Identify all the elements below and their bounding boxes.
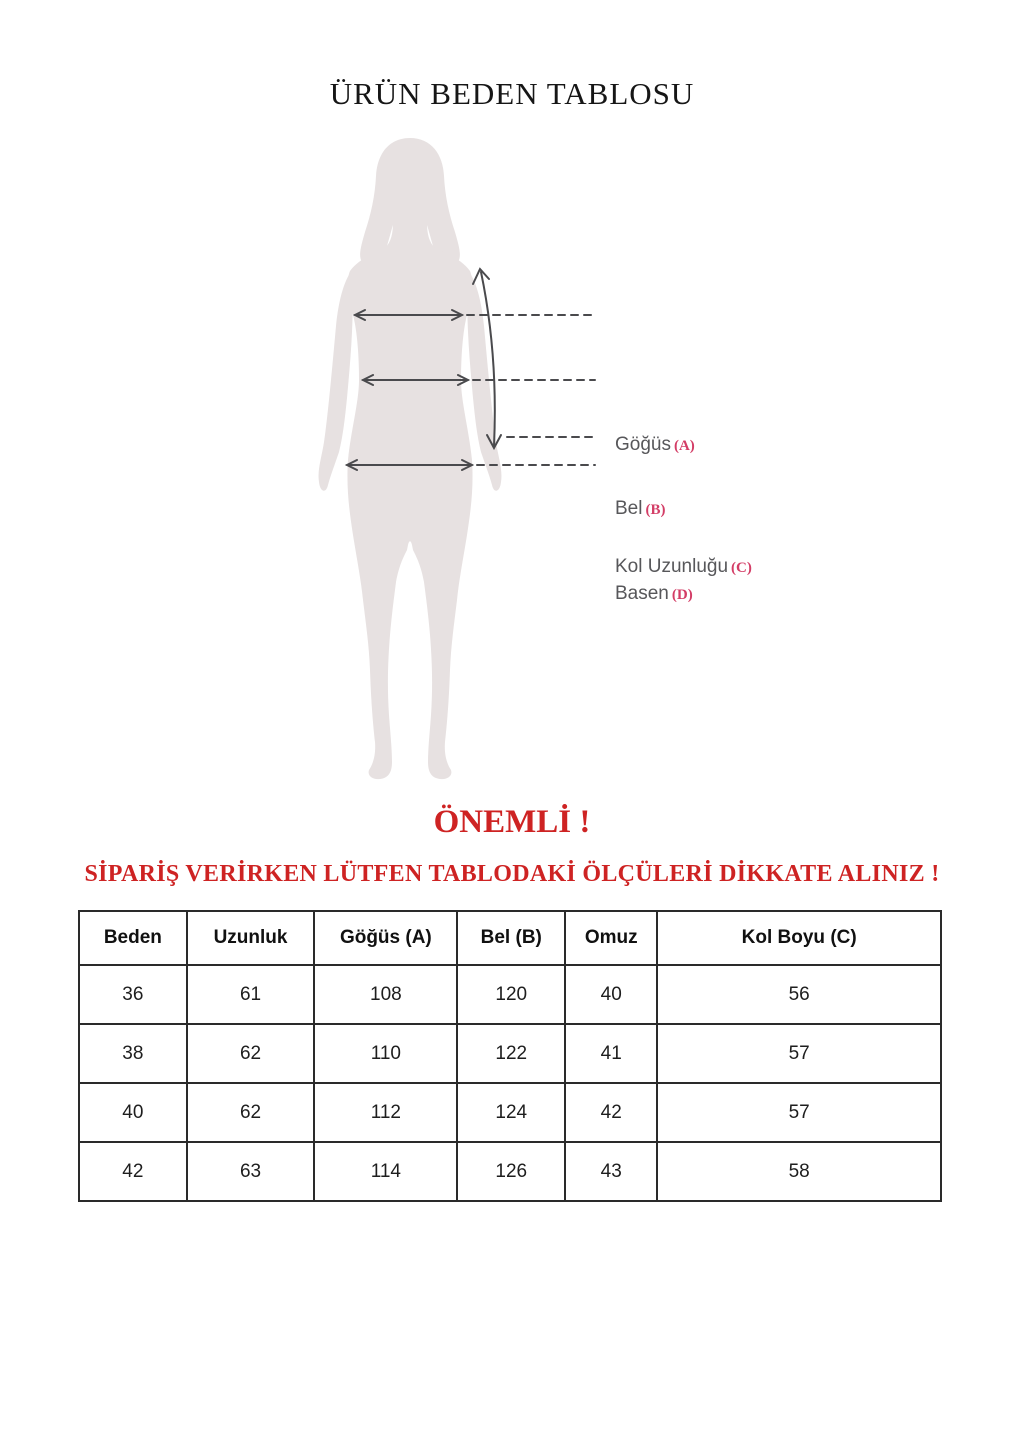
label-waist-code: (B): [645, 502, 666, 518]
cell: 108: [314, 965, 457, 1024]
cell: 61: [187, 965, 315, 1024]
cell: 112: [314, 1083, 457, 1142]
label-hip: [615, 583, 693, 606]
cell: 40: [79, 1083, 187, 1142]
silhouette-right-arm: [467, 273, 501, 491]
label-waist-text: Bel: [615, 498, 643, 519]
cell: 41: [565, 1024, 657, 1083]
cell: 56: [657, 965, 941, 1024]
important-heading: ÖNEMLİ !: [433, 804, 591, 840]
cell: 124: [457, 1083, 565, 1142]
label-hip-code: (D): [671, 587, 693, 603]
cell: 63: [187, 1142, 315, 1201]
cell: 62: [187, 1024, 315, 1083]
label-arm-length-code: (C): [731, 560, 752, 576]
cell: 120: [457, 965, 565, 1024]
silhouette-body: [347, 222, 472, 779]
body-silhouette: [319, 138, 502, 779]
cell: 58: [657, 1142, 941, 1201]
label-arm-length: [615, 556, 752, 579]
cell: 110: [314, 1024, 457, 1083]
table-row: [79, 965, 941, 1024]
cell: 62: [187, 1083, 315, 1142]
col-header-bel: Bel (B): [457, 911, 565, 965]
body-silhouette-figure: [295, 130, 610, 790]
cell: 42: [565, 1083, 657, 1142]
label-chest-code: (A): [673, 438, 695, 454]
page-title: ÜRÜN BEDEN TABLOSU: [329, 76, 695, 111]
label-waist: [615, 498, 665, 521]
table-row: [79, 1024, 941, 1083]
cell: 43: [565, 1142, 657, 1201]
cell: 42: [79, 1142, 187, 1201]
table-row: [79, 1083, 941, 1142]
cell: 114: [314, 1142, 457, 1201]
col-header-kol-boyu: Kol Boyu (C): [657, 911, 941, 965]
warning-text: SİPARİŞ VERİRKEN LÜTFEN TABLODAKİ ÖLÇÜLERİ DİKKATE ALINIZ !: [84, 861, 940, 887]
cell: 38: [79, 1024, 187, 1083]
col-header-uzunluk: Uzunluk: [187, 911, 315, 965]
col-header-beden: Beden: [79, 911, 187, 965]
cell: 126: [457, 1142, 565, 1201]
table-row: [79, 1142, 941, 1201]
label-arm-length-text: Kol Uzunluğu: [615, 556, 729, 577]
label-hip-text: Basen: [615, 583, 669, 604]
cell: 57: [657, 1083, 941, 1142]
cell: 57: [657, 1024, 941, 1083]
col-header-gogus: Göğüs (A): [314, 911, 457, 965]
size-table-header: [79, 911, 941, 965]
cell: 122: [457, 1024, 565, 1083]
label-chest: [615, 434, 695, 457]
measurement-diagram: [0, 130, 1024, 790]
label-chest-text: Göğüs: [615, 434, 671, 455]
silhouette-left-arm: [319, 273, 353, 491]
cell: 40: [565, 965, 657, 1024]
size-table-body: [79, 965, 941, 1201]
header-row: [79, 911, 941, 965]
size-table: [78, 910, 942, 1202]
col-header-omuz: Omuz: [565, 911, 657, 965]
cell: 36: [79, 965, 187, 1024]
